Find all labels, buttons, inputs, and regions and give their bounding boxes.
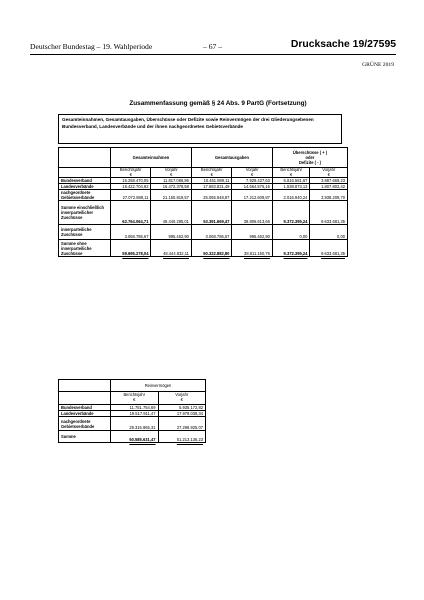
value-cell: 60.585.631,47	[111, 431, 159, 443]
col-header-berichtsjahr: Berichtsjahr €	[111, 392, 159, 405]
row-label: nachgeordnete Gebietsverbände	[59, 190, 111, 201]
value-cell: 0,00	[310, 225, 348, 240]
value-cell: 17.883.831,49	[191, 184, 231, 190]
value-cell: 5.935.172,82	[158, 405, 206, 411]
row-label: Summe einschließlich innerparteilicher Zuschüsse	[59, 201, 111, 225]
value-cell: 9.633.681,35	[310, 201, 348, 225]
page-number: – 67 –	[203, 42, 222, 51]
value-cell: 53.391.669,47	[191, 201, 231, 225]
value-cell: 5.816.581,67	[272, 178, 310, 184]
row-label: Bundesverband	[59, 405, 111, 411]
value-cell: 11.817.086,86	[151, 178, 191, 184]
header-parliament: Deutscher Bundestag – 19. Wahlperiode	[30, 42, 153, 51]
table-row	[59, 190, 348, 201]
value-cell: 48.444.832,11	[151, 240, 191, 257]
group-header-reinvermoegen: Reinvermögen	[111, 380, 206, 392]
value-cell: 3.938.209,70	[310, 190, 348, 201]
table-row	[59, 405, 206, 411]
group-header-einnahmen: Gesamteinnahmen	[111, 148, 192, 168]
row-label: Summe ohne innerparteiliche Zuschüsse	[59, 240, 111, 257]
value-cell: 9.372.395,24	[272, 240, 310, 257]
value-cell: 49.440.295,01	[151, 201, 191, 225]
value-cell: 9.633.681,35	[310, 240, 348, 257]
reinvermoegen-table	[58, 379, 206, 443]
corner-cell	[59, 148, 111, 168]
value-cell: 62.764.064,71	[111, 201, 151, 225]
value-cell: 1.807.802,42	[310, 184, 348, 190]
row-label: Landesverbände	[59, 411, 111, 417]
group-header-ueberschuesse: Überschüsse ( + ) oder Defizite ( - )	[272, 148, 347, 168]
col-header-vorjahr: Vorjahr €	[158, 392, 206, 405]
header-rule	[30, 54, 396, 55]
value-cell: 39.806.613,66	[232, 201, 272, 225]
value-cell: 21.150.819,57	[151, 190, 191, 201]
section-subhead: Gesamteinnahmen, Gesamtausgaben, Überschüsse oder Defizite sowie Reinvermögen der drei Gliederungsebenen Bundesverband, Landesverbände und der ihnen nachgeordneten Gebietsverbände	[58, 114, 342, 144]
row-label: nachgeordnete Gebietsverbände	[59, 417, 111, 431]
value-cell: 9.372.395,24	[272, 201, 310, 225]
row-label: Bundesverband	[59, 178, 111, 184]
value-cell: 38.811.150,76	[232, 240, 272, 257]
value-cell: 0,00	[272, 225, 310, 240]
value-cell: 1.538.873,13	[272, 184, 310, 190]
table-row	[59, 225, 348, 240]
table-row	[59, 240, 348, 257]
value-cell: 3.887.669,23	[310, 178, 348, 184]
value-cell: 16.472.378,58	[151, 184, 191, 190]
row-label: Summe	[59, 431, 111, 443]
corner-cell	[59, 380, 111, 392]
value-cell: 10.451.889,11	[191, 178, 231, 184]
value-cell: 25.055.948,87	[191, 190, 231, 201]
group-header-ausgaben: Gesamtausgaben	[191, 148, 272, 168]
table-row	[59, 201, 348, 225]
col-header-berichtsjahr: Berichtsjahr €	[191, 168, 231, 178]
table-row	[59, 417, 206, 431]
value-cell: 16.268.470,05	[111, 178, 151, 184]
value-cell: 18.422.704,82	[111, 184, 151, 190]
row-label: innerparteiliche Zuschüsse	[59, 225, 111, 240]
col-header-berichtsjahr: Berichtsjahr €	[272, 168, 310, 178]
value-cell: 2.016.940,24	[272, 190, 310, 201]
value-cell: 19.517.911,47	[111, 411, 159, 417]
document-title: Zusammenfassung gemäß § 24 Abs. 9 PartG (Fortsetzung)	[129, 100, 307, 107]
value-cell: 50.322.882,80	[191, 240, 231, 257]
value-cell: 995.462,90	[151, 225, 191, 240]
value-cell: 17.979.038,34	[158, 411, 206, 417]
summary-table	[58, 147, 348, 257]
value-cell: 14.664.576,16	[232, 184, 272, 190]
value-cell: 995.462,90	[232, 225, 272, 240]
col-header-vorjahr: Vorjahr €	[232, 168, 272, 178]
value-cell: 29.315.965,31	[111, 417, 159, 431]
row-label: Landesverbände	[59, 184, 111, 190]
value-cell: 51.213.136,23	[158, 431, 206, 443]
col-header-vorjahr: Vorjahr €	[151, 168, 191, 178]
value-cell: 59.695.278,04	[111, 240, 151, 257]
value-cell: 27.072.889,11	[111, 190, 151, 201]
page-header	[30, 39, 396, 53]
value-cell: 17.212.609,87	[232, 190, 272, 201]
subheader-row	[59, 392, 206, 405]
col-header-berichtsjahr: Berichtsjahr €	[111, 168, 151, 178]
subheader-row	[59, 168, 348, 178]
value-cell: 3.068.786,67	[191, 225, 231, 240]
drucksache-number: Drucksache 19/27595	[290, 39, 396, 50]
col-header-vorjahr: Vorjahr €	[310, 168, 348, 178]
table-row	[59, 411, 206, 417]
value-cell: 7.929.427,63	[232, 178, 272, 184]
party-year: GRÜNE 2019	[362, 62, 394, 68]
value-cell: 3.068.786,67	[111, 225, 151, 240]
value-cell: 11.751.754,69	[111, 405, 159, 411]
value-cell: 27.298.925,07	[158, 417, 206, 431]
table-row	[59, 431, 206, 443]
